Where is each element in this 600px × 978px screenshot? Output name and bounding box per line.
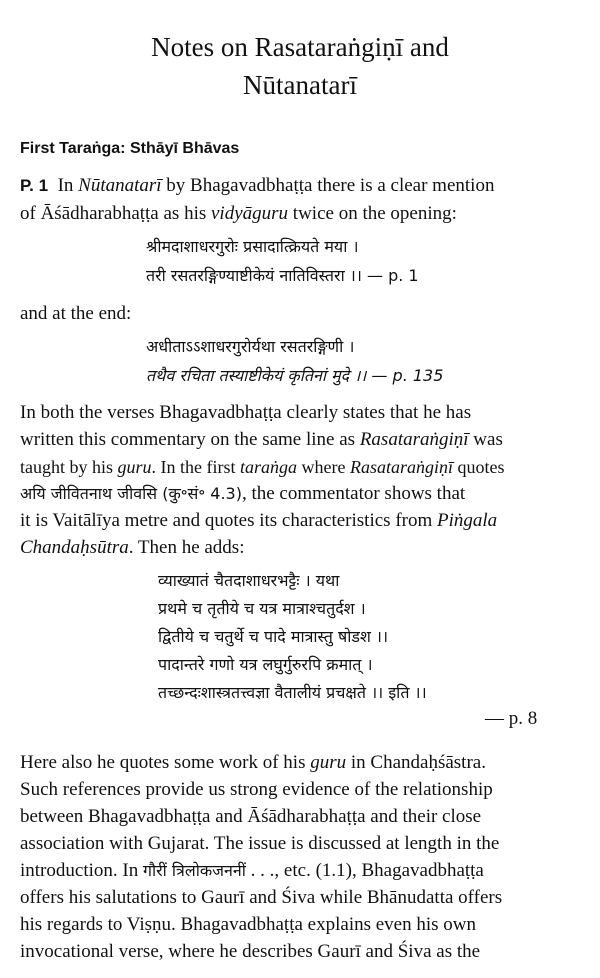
para3-line-2: Such references provide us strong evidence of the relationship (20, 779, 493, 800)
verse3-line-4: पादान्तरे गणो यत्र लघुर्गुरुरपि क्रमात् । (158, 655, 373, 674)
para3-line-3: between Bhagavadbhaṭṭa and Āśādharabhaṭṭa and their close (20, 806, 482, 827)
para2-line-3: taught by his guru. In the first taraṅga where Rasataraṅgiṇī quotes (20, 457, 505, 477)
verse3-line-2: प्रथमे च तृतीये च यत्र मात्राश्चतुर्दश । (158, 599, 366, 618)
para3-line-4: association with Gujarat. The issue is discussed at length in the (20, 833, 500, 854)
para3-line-5: introduction. In गौरीं त्रिलोकजननीं . . ., etc. (1.1), Bhagavadbhaṭṭa (20, 860, 484, 881)
page-title (0, 28, 600, 104)
verse2-line-1: अधीताऽऽशाधरगुरोर्यथा रसतरङ्गिणी । (146, 337, 355, 356)
title-line-2: Nūtanatarī (243, 70, 357, 100)
verse1-line-2: तरी रसतरङ्गिण्याष्टीकेयं नातिविस्तरा ।। — p. 1 (146, 266, 419, 285)
para1-line-1: P. 1 In Nūtanatarī by Bhagavadbhaṭṭa there is a clear mention (20, 175, 495, 196)
para1-line-2: of Āśādharabhaṭṭa as his vidyāguru twice on the opening: (20, 203, 457, 224)
verse2-line-2: तथैव रचिता तस्याष्टीकेयं कृतिनां मुदे ।। — p. 135 (146, 366, 444, 385)
verse3-line-3: द्वितीये च चतुर्थे च पादे मात्रास्तु षोडश ।। (158, 627, 389, 646)
para3-line-6: offers his salutations to Gaurī and Śiva while Bhānudatta offers (20, 887, 503, 908)
title-line-1: Notes on Rasataraṅgiṇī and (151, 32, 449, 62)
para2-line-4: अयि जीवितनाथ जीवसि (कु॰सं॰ 4.3), the commentator shows that (20, 483, 466, 504)
verse1-line-1: श्रीमदाशाधरगुरोः प्रसादात्क्रियते मया । (146, 237, 359, 256)
section-heading: First Taraṅga: Sthāyī Bhāvas (20, 140, 240, 157)
verse3-line-1: व्याख्यातं चैतदाशाधरभट्टैः । यथा (158, 571, 340, 590)
para3-line-7: his regards to Viṣṇu. Bhagavadbhaṭṭa explains even his own (20, 914, 476, 935)
para3-line-8: invocational verse, where he describes Gaurī and Śiva as the (20, 941, 481, 962)
para2-line-1: In both the verses Bhagavadbhaṭṭa clearly states that he has (20, 402, 472, 423)
para-label: P. 1 (20, 176, 49, 195)
para2-line-2: written this commentary on the same line as Rasataraṅgiṇī was (20, 429, 503, 450)
para2-line-5: it is Vaitālīya metre and quotes its characteristics from Piṅgala (20, 510, 498, 531)
para2-line-6: Chandaḥsūtra. Then he adds: (20, 537, 245, 558)
para3-line-1: Here also he quotes some work of his guru in Chandaḥśāstra. (20, 752, 486, 773)
verse3-page-ref: — p. 8 (485, 708, 538, 729)
verse3-line-5: तच्छन्दःशास्त्रतत्त्वज्ञा वैतालीयं प्रचक्षते ।। इति ।। (158, 683, 427, 702)
and-at-end: and at the end: (20, 303, 132, 324)
